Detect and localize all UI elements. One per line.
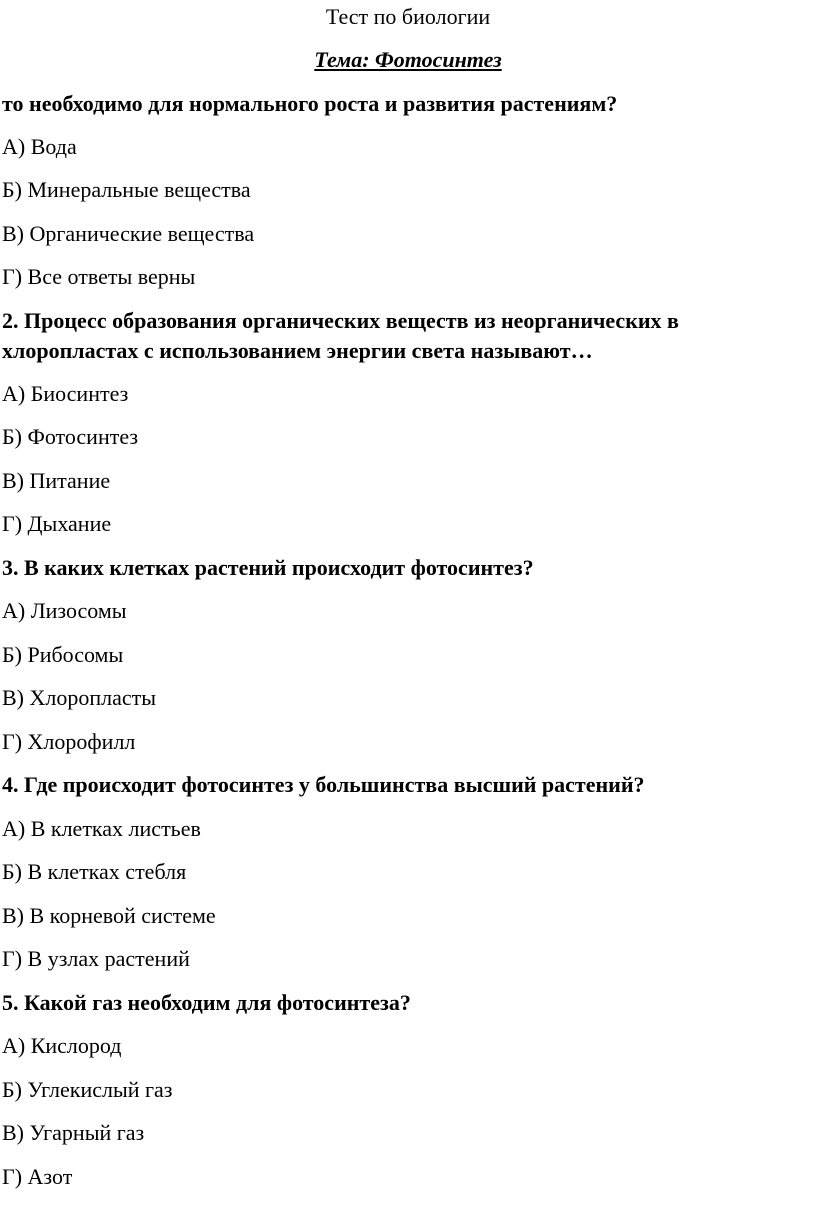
question-5-option-d: Г) Азот [2, 1164, 73, 1189]
question-5-text: 5. Какой газ необходим для фотосинтеза? [2, 990, 411, 1015]
question-2-text-line1: 2. Процесс образования органических веществ из неорганических в [2, 308, 679, 333]
question-1-option-a: А) Вода [2, 134, 77, 159]
question-3-text: 3. В каких клетках растений происходит фотосинтез? [2, 555, 534, 580]
question-2-option-d: Г) Дыхание [2, 511, 112, 536]
question-2-option-c: В) Питание [2, 468, 111, 493]
question-4-text: 4. Где происходит фотосинтез у большинства высший растений? [2, 772, 645, 797]
question-4-option-a: А) В клетках листьев [2, 816, 201, 841]
question-4-option-d: Г) В узлах растений [2, 946, 190, 971]
question-1-option-b: Б) Минеральные вещества [2, 177, 251, 202]
question-3-option-c: В) Хлоропласты [2, 685, 157, 710]
question-4-option-c: В) В корневой системе [2, 903, 216, 928]
question-1-option-c: В) Органические вещества [2, 221, 255, 246]
question-3-option-b: Б) Рибосомы [2, 642, 124, 667]
question-5-option-b: Б) Углекислый газ [2, 1077, 173, 1102]
question-2-option-a: А) Биосинтез [2, 381, 129, 406]
question-4-option-b: Б) В клетках стебля [2, 859, 187, 884]
document-subtitle: Тема: Фотосинтез [314, 47, 502, 72]
question-3-option-d: Г) Хлорофилл [2, 729, 136, 754]
document-title: Тест по биологии [325, 4, 491, 29]
question-1-text: то необходимо для нормального роста и развития растениям? [2, 91, 618, 116]
question-2-text-line2: хлоропластах с использованием энергии света называют… [2, 338, 593, 363]
question-1-option-d: Г) Все ответы верны [2, 264, 196, 289]
question-3-option-a: А) Лизосомы [2, 598, 127, 623]
question-5-option-c: В) Угарный газ [2, 1120, 145, 1145]
question-5-option-a: А) Кислород [2, 1033, 122, 1058]
question-2-option-b: Б) Фотосинтез [2, 424, 139, 449]
